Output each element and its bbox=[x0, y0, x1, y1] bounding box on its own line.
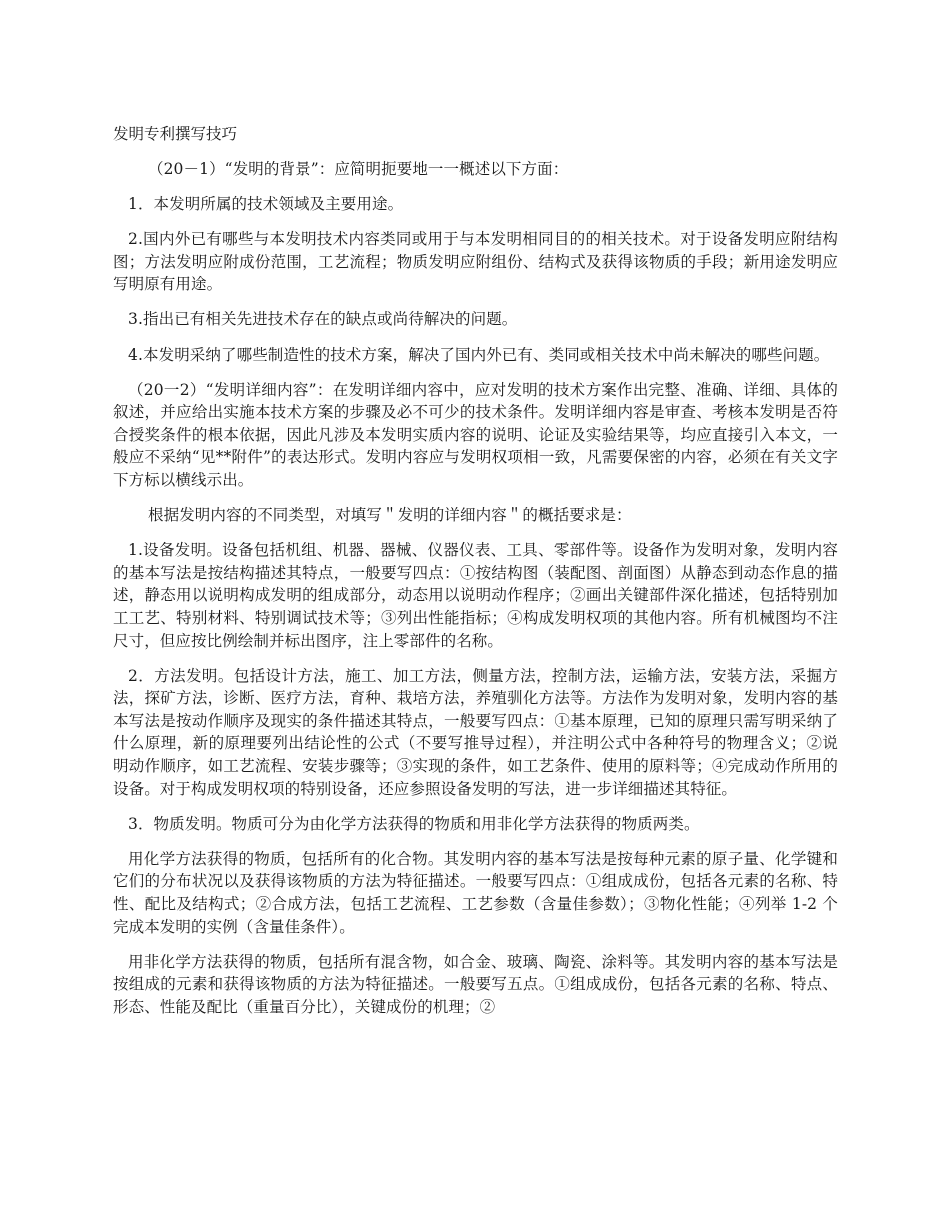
paragraph: 4.本发明采纳了哪些制造性的技术方案，解决了国内外已有、类同或相关技术中尚未解决的哪些问题。 bbox=[128, 345, 830, 364]
paragraph: 2．方法发明。包括设计方法，施工、加工方法，侧量方法，控制方法，运输方法，安装方法，采掘方法，探矿方法，诊断、医疗方法，育种、栽培方法，养殖驯化方法等。方法作为发明对象，发明内容的基本写法是按动作顺序及现实的条件描述其特点，一般要写四点：①基本原理，已知的原理只需写明采纳了什么原理，新的原理要列出结论性的公式（不要写推导过程），并注明公式中各种符号的物理含义；②说明动作顺序，如工艺流程、安装步骤等；③实现的条件，如工艺条件、使用的原料等；④完成动作所用的设备。对于构成发明权项的特别设备，还应参照设备发明的写法，进一步详细描述其特征。 bbox=[113, 666, 838, 798]
paragraph: 根据发明内容的不同类型，对填写＂发明的详细内容＂的概括要求是： bbox=[148, 506, 632, 525]
paragraph: 1.设备发明。设备包括机组、机器、器械、仪器仪表、工具、零部件等。设备作为发明对象，发明内容的基本写法是按结构描述其特点，一般要写四点：①按结构图（装配图、剖面图）从静态到动态作息的描述，静态用以说明构成发明的组成部分，动态用以说明动作程序；②画出关键部件深化描述，包括特别加工工艺、特别材料、特别调试技术等；③列出性能指标；④构成发明权项的其他内容。所有机械图均不注尺寸，但应按比例绘制并标出图序，注上零部件的名称。 bbox=[113, 541, 838, 650]
background-heading: （20－1）“发明的背景”：应简明扼要地一一概述以下方面： bbox=[148, 160, 569, 178]
paragraph: 用化学方法获得的物质，包括所有的化合物。其发明内容的基本写法是按每种元素的原子量、化学键和它们的分布状况以及获得该物质的方法为特征描述。一般要写四点：①组成成份，包括各元素的名称、特性、配比及结构式；②合成方法，包括工艺流程、工艺参数（含量佳参数）；③物化性能；④列举 1-2 个完成本发明的实例（含量佳条件）。 bbox=[113, 849, 838, 936]
paragraph: 3．物质发明。物质可分为由化学方法获得的物质和用非化学方法获得的物质两类。 bbox=[128, 814, 700, 833]
paragraph: 3.指出已有相关先进技术存在的缺点或尚待解决的问题。 bbox=[128, 310, 518, 329]
paragraph: 2.国内外已有哪些与本发明技术内容类同或用于与本发明相同目的的相关技术。对于设备发明应附结构图；方法发明应附成份范围，工艺流程；物质发明应附组份、结构式及获得该物质的手段；新用途发明应写明原有用途。 bbox=[113, 230, 838, 294]
document-body bbox=[113, 122, 838, 1031]
document-title: 发明专利撰写技巧 bbox=[113, 125, 238, 143]
paragraph: 用非化学方法获得的物质，包括所有混含物，如合金、玻璃、陶瓷、涂料等。其发明内容的基本写法是按组成的元素和获得该物质的方法为特征描述。一般要写五点。①组成成份，包括各元素的名称、特点、形态、性能及配比（重量百分比），关键成份的机理；② bbox=[113, 952, 838, 1016]
paragraph: 1．本发明所属的技术领域及主要用途。 bbox=[128, 195, 404, 214]
details-heading: （20一2）“发明详细内容”：在发明详细内容中，应对发明的技术方案作出完整、准确、详细、具体的叙述，并应给出实施本技术方案的步骤及必不可少的技术条件。发明详细内容是审查、考核本发明是否符合授奖条件的根本依据，因此凡涉及本发明实质内容的说明、论证及实验结果等，均应直接引入本文，一般应不采纳“见**附件”的表达形式。发明内容应与发明权项相一致，凡需要保密的内容，必须在有关文字下方标以横线示出。 bbox=[113, 380, 838, 490]
